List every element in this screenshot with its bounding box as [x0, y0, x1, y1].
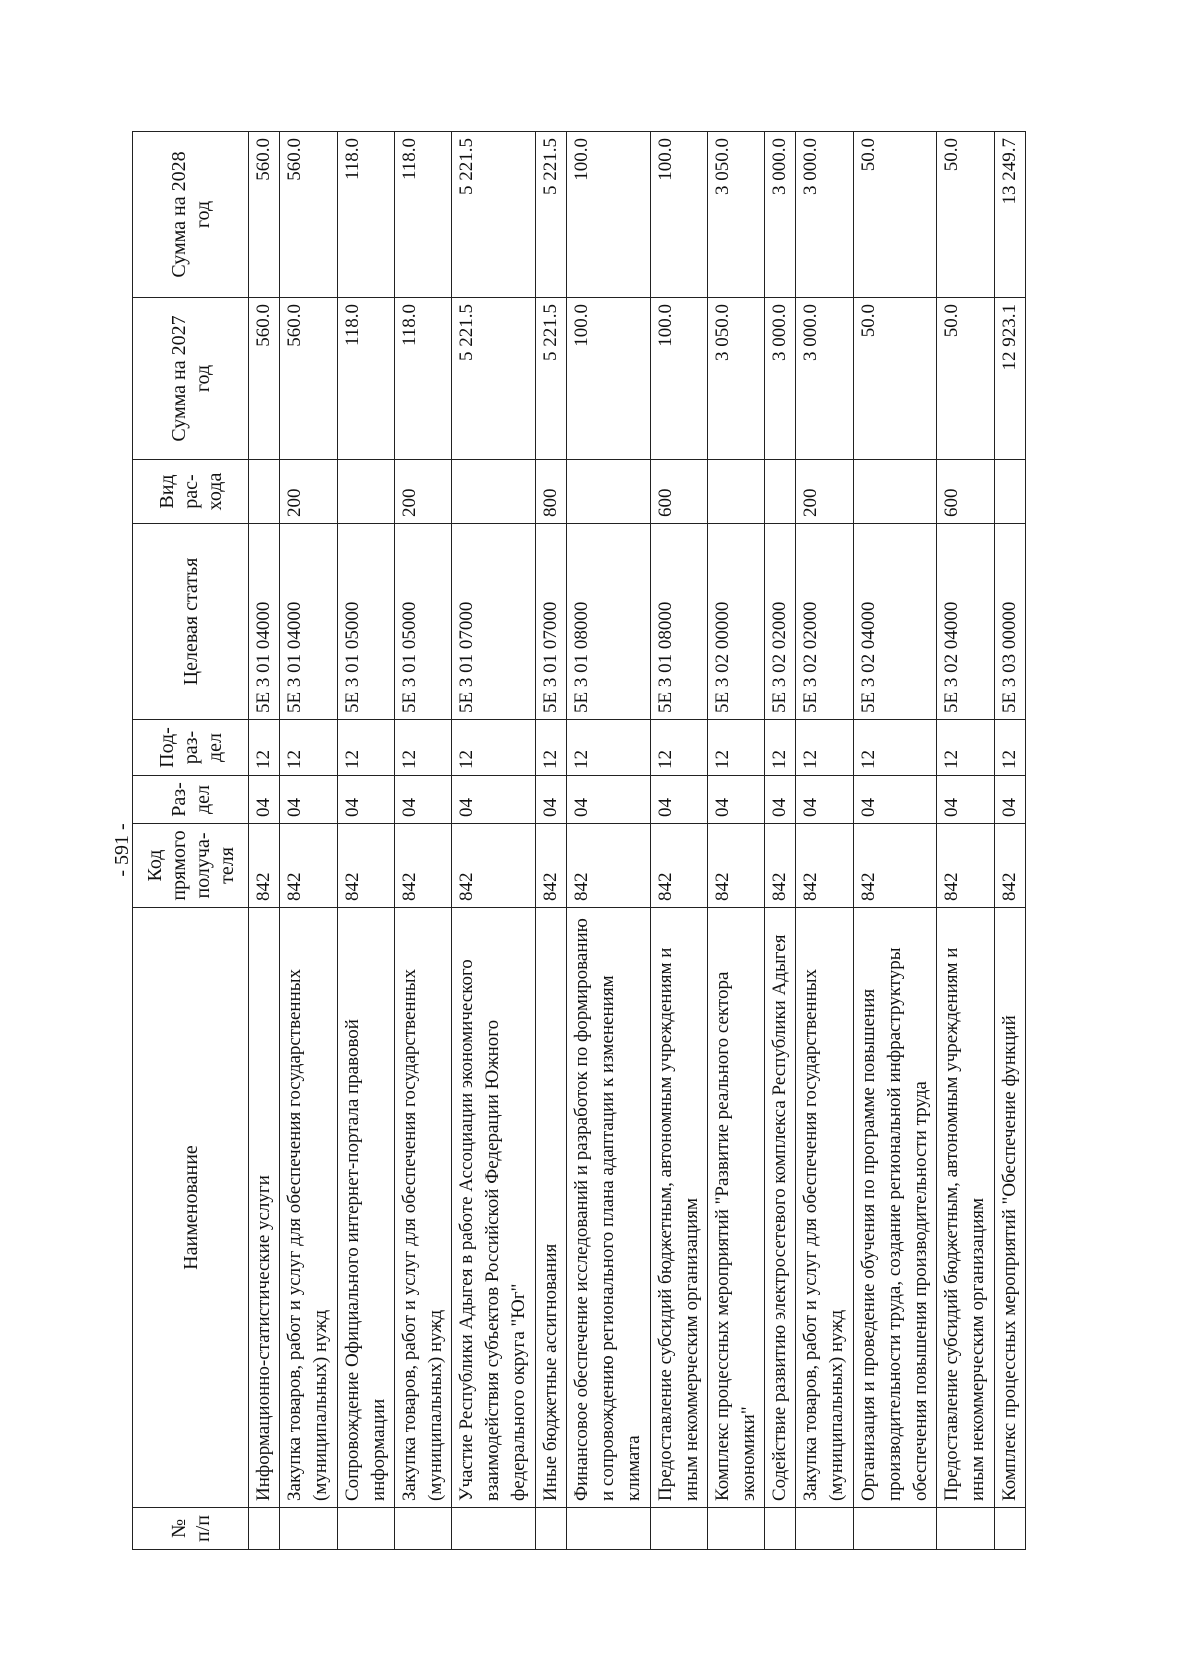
header-subsection: Под-раз-дел	[133, 720, 249, 776]
table-row	[535, 132, 566, 1550]
row-section: 04	[937, 776, 994, 824]
row-target: 5Е 3 01 04000	[249, 524, 280, 720]
row-sum-2027: 5 221.5	[535, 298, 566, 460]
row-subsection: 12	[853, 720, 937, 776]
row-name: Участие Республики Адыгея в работе Ассоциации экономического взаимодействия субъектов Российской Федерации Южного федерального округа "Юг"	[452, 908, 536, 1508]
header-target: Целевая статья	[133, 524, 249, 720]
row-code: 842	[650, 824, 707, 908]
row-section: 04	[452, 776, 536, 824]
row-code: 842	[853, 824, 937, 908]
row-target: 5Е 3 03 00000	[994, 524, 1025, 720]
row-subsection: 12	[796, 720, 853, 776]
row-sum-2028: 50.0	[937, 132, 994, 298]
row-subsection: 12	[566, 720, 650, 776]
row-section: 04	[796, 776, 853, 824]
row-name: Предоставление субсидий бюджетным, автономным учреждениям и иным некоммерческим организациям	[937, 908, 994, 1508]
row-sum-2027: 50.0	[853, 298, 937, 460]
row-subsection: 12	[394, 720, 451, 776]
row-target: 5Е 3 01 04000	[280, 524, 337, 720]
row-name: Комплекс процессных мероприятий "Обеспечение функций	[994, 908, 1025, 1508]
row-code: 842	[535, 824, 566, 908]
row-sum-2027: 3 050.0	[707, 298, 764, 460]
row-num	[853, 1508, 937, 1550]
row-name: Предоставление субсидий бюджетным, автономным учреждениям и иным некоммерческим организациям	[650, 908, 707, 1508]
table-row	[853, 132, 937, 1550]
row-sum-2027: 100.0	[566, 298, 650, 460]
row-exp-type	[853, 460, 937, 524]
row-exp-type	[337, 460, 394, 524]
row-sum-2028: 100.0	[650, 132, 707, 298]
row-code: 842	[452, 824, 536, 908]
row-subsection: 12	[707, 720, 764, 776]
row-sum-2027: 560.0	[249, 298, 280, 460]
row-code: 842	[280, 824, 337, 908]
row-sum-2028: 5 221.5	[535, 132, 566, 298]
row-code: 842	[796, 824, 853, 908]
row-sum-2028: 3 000.0	[765, 132, 796, 298]
row-subsection: 12	[535, 720, 566, 776]
row-num	[937, 1508, 994, 1550]
row-target: 5Е 3 02 00000	[707, 524, 764, 720]
row-num	[337, 1508, 394, 1550]
row-code: 842	[765, 824, 796, 908]
row-name: Закупка товаров, работ и услуг для обеспечения государственных (муниципальных) нужд	[280, 908, 337, 1508]
row-sum-2028: 5 221.5	[452, 132, 536, 298]
row-num	[280, 1508, 337, 1550]
row-exp-type	[765, 460, 796, 524]
row-exp-type	[249, 460, 280, 524]
row-section: 04	[707, 776, 764, 824]
row-sum-2027: 100.0	[650, 298, 707, 460]
row-target: 5Е 3 02 04000	[853, 524, 937, 720]
row-code: 842	[394, 824, 451, 908]
row-num	[535, 1508, 566, 1550]
page-number: - 591 -	[111, 823, 133, 877]
row-name: Финансовое обеспечение исследований и разработок по формированию и сопровождению регионального плана адаптации к изменениям климата	[566, 908, 650, 1508]
row-num	[707, 1508, 764, 1550]
row-section: 04	[853, 776, 937, 824]
row-code: 842	[994, 824, 1025, 908]
row-subsection: 12	[280, 720, 337, 776]
row-sum-2028: 118.0	[337, 132, 394, 298]
table-row	[249, 132, 280, 1550]
row-name: Иные бюджетные ассигнования	[535, 908, 566, 1508]
header-code: Код прямого получа-теля	[133, 824, 249, 908]
row-code: 842	[337, 824, 394, 908]
table-row	[394, 132, 451, 1550]
table-row	[994, 132, 1025, 1550]
row-exp-type	[994, 460, 1025, 524]
row-num	[249, 1508, 280, 1550]
row-section: 04	[535, 776, 566, 824]
row-subsection: 12	[937, 720, 994, 776]
row-sum-2028: 100.0	[566, 132, 650, 298]
table-header-row	[133, 132, 249, 1550]
row-code: 842	[707, 824, 764, 908]
row-exp-type: 600	[650, 460, 707, 524]
table-row	[337, 132, 394, 1550]
table-row	[707, 132, 764, 1550]
row-name: Сопровождение Официального интернет-портала правовой информации	[337, 908, 394, 1508]
table-row	[937, 132, 994, 1550]
row-section: 04	[280, 776, 337, 824]
row-exp-type	[566, 460, 650, 524]
row-sum-2028: 3 050.0	[707, 132, 764, 298]
row-section: 04	[566, 776, 650, 824]
row-num	[765, 1508, 796, 1550]
row-sum-2027: 3 000.0	[765, 298, 796, 460]
row-section: 04	[394, 776, 451, 824]
row-subsection: 12	[337, 720, 394, 776]
row-subsection: 12	[452, 720, 536, 776]
row-section: 04	[765, 776, 796, 824]
row-sum-2028: 3 000.0	[796, 132, 853, 298]
row-section: 04	[337, 776, 394, 824]
row-sum-2027: 12 923.1	[994, 298, 1025, 460]
header-exp-type: Вид рас-хода	[133, 460, 249, 524]
table-row	[566, 132, 650, 1550]
row-subsection: 12	[765, 720, 796, 776]
row-subsection: 12	[249, 720, 280, 776]
row-subsection: 12	[650, 720, 707, 776]
row-code: 842	[249, 824, 280, 908]
header-section: Раз-дел	[133, 776, 249, 824]
table-row	[765, 132, 796, 1550]
row-name: Информационно-статистические услуги	[249, 908, 280, 1508]
row-sum-2028: 118.0	[394, 132, 451, 298]
row-num	[394, 1508, 451, 1550]
row-exp-type: 200	[280, 460, 337, 524]
row-sum-2028: 50.0	[853, 132, 937, 298]
row-num	[994, 1508, 1025, 1550]
row-sum-2027: 3 000.0	[796, 298, 853, 460]
row-sum-2028: 560.0	[249, 132, 280, 298]
row-target: 5Е 3 01 08000	[650, 524, 707, 720]
row-section: 04	[994, 776, 1025, 824]
row-target: 5Е 3 02 02000	[765, 524, 796, 720]
row-num	[566, 1508, 650, 1550]
row-num	[650, 1508, 707, 1550]
budget-table	[132, 131, 1026, 1550]
table-row	[650, 132, 707, 1550]
row-sum-2027: 560.0	[280, 298, 337, 460]
row-sum-2028: 13 249.7	[994, 132, 1025, 298]
row-code: 842	[566, 824, 650, 908]
row-exp-type	[452, 460, 536, 524]
row-name: Закупка товаров, работ и услуг для обеспечения государственных (муниципальных) нужд	[394, 908, 451, 1508]
row-target: 5Е 3 02 04000	[937, 524, 994, 720]
row-section: 04	[249, 776, 280, 824]
row-target: 5Е 3 01 07000	[452, 524, 536, 720]
row-name: Содействие развитию электросетевого комплекса Республики Адыгея	[765, 908, 796, 1508]
header-name: Наименование	[133, 908, 249, 1508]
row-target: 5Е 3 01 05000	[337, 524, 394, 720]
row-name: Организация и проведение обучения по программе повышения производительности труда, создание региональной инфраструктуры обеспечения повышения производительности труда	[853, 908, 937, 1508]
header-sum-2028: Сумма на 2028 год	[133, 132, 249, 298]
row-name: Закупка товаров, работ и услуг для обеспечения государственных (муниципальных) нужд	[796, 908, 853, 1508]
header-sum-2027: Сумма на 2027 год	[133, 298, 249, 460]
row-section: 04	[650, 776, 707, 824]
row-sum-2027: 118.0	[394, 298, 451, 460]
row-exp-type: 200	[796, 460, 853, 524]
row-code: 842	[937, 824, 994, 908]
row-target: 5Е 3 01 08000	[566, 524, 650, 720]
header-num: № п/п	[133, 1508, 249, 1550]
row-sum-2027: 118.0	[337, 298, 394, 460]
row-num	[796, 1508, 853, 1550]
table-container	[132, 132, 1026, 1550]
row-num	[452, 1508, 536, 1550]
row-exp-type	[707, 460, 764, 524]
row-target: 5Е 3 01 07000	[535, 524, 566, 720]
row-subsection: 12	[994, 720, 1025, 776]
row-sum-2028: 560.0	[280, 132, 337, 298]
table-row	[280, 132, 337, 1550]
row-sum-2027: 5 221.5	[452, 298, 536, 460]
row-target: 5Е 3 01 05000	[394, 524, 451, 720]
row-sum-2027: 50.0	[937, 298, 994, 460]
row-exp-type: 600	[937, 460, 994, 524]
table-row	[452, 132, 536, 1550]
row-exp-type: 800	[535, 460, 566, 524]
row-target: 5Е 3 02 02000	[796, 524, 853, 720]
row-name: Комплекс процессных мероприятий "Развитие реального сектора экономики"	[707, 908, 764, 1508]
table-row	[796, 132, 853, 1550]
row-exp-type: 200	[394, 460, 451, 524]
